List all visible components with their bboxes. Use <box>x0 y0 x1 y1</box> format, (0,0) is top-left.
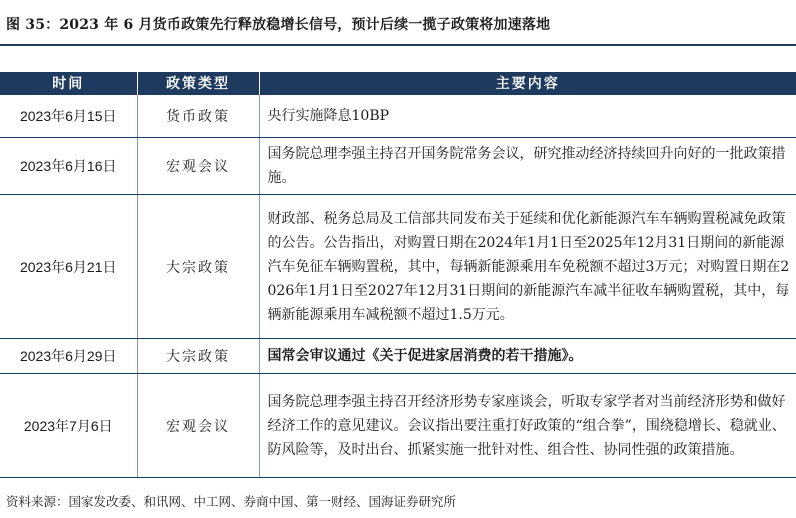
row-content: 国务院总理李强主持召开经济形势专家座谈会，听取专家学者对当前经济形势和做好经济工作的意见建议。会议指出要注重打好政策的“组合拳”，围绕稳增长、稳就业、防风险等，及时出台、抓紧实施一批针对性、组合性、协同性强的政策措施。 <box>259 374 796 478</box>
source-note: 资料来源：国家发改委、和讯网、中工网、券商中国、第一财经、国海证券研究所 <box>6 494 457 509</box>
row-policy-type: 货币政策 <box>137 95 259 138</box>
header-date: 时间 <box>0 72 137 95</box>
table-row <box>0 195 796 339</box>
row-content: 财政部、税务总局及工信部共同发布关于延续和优化新能源汽车车辆购置税减免政策的公告。公告指出，对购置日期在2024年1月1日至2025年12月31日期间的新能源汽车免征车辆购置税，其中，每辆新能源乘用车免税额不超过3万元；对购置日期在2026年1月1日至2027年12月31日期间的新能源汽车减半征收车辆购置税，其中，每辆新能源乘用车减税额不超过1.5万元。 <box>259 195 796 339</box>
row-date: 2023年7月6日 <box>0 374 137 478</box>
row-date: 2023年6月15日 <box>0 95 137 138</box>
policy-table <box>0 72 796 478</box>
table-row <box>0 374 796 478</box>
table-header-row <box>0 72 796 95</box>
row-policy-type: 大宗政策 <box>137 195 259 339</box>
row-policy-type: 大宗政策 <box>137 339 259 374</box>
row-date: 2023年6月29日 <box>0 339 137 374</box>
row-date: 2023年6月16日 <box>0 138 137 195</box>
row-policy-type: 宏观会议 <box>137 374 259 478</box>
table-row <box>0 339 796 374</box>
row-content: 国务院总理李强主持召开国务院常务会议，研究推动经济持续回升向好的一批政策措施。 <box>259 138 796 195</box>
title-divider <box>0 44 796 46</box>
table-row <box>0 138 796 195</box>
row-content: 国常会审议通过《关于促进家居消费的若干措施》。 <box>259 339 796 374</box>
figure-title: 图 35：2023 年 6 月货币政策先行释放稳增长信号，预计后续一揽子政策将加速落地 <box>6 17 551 33</box>
row-content: 央行实施降息10BP <box>259 95 796 138</box>
header-main-content: 主要内容 <box>259 72 796 95</box>
header-policy-type: 政策类型 <box>137 72 259 95</box>
row-policy-type: 宏观会议 <box>137 138 259 195</box>
table-row <box>0 95 796 138</box>
row-date: 2023年6月21日 <box>0 195 137 339</box>
